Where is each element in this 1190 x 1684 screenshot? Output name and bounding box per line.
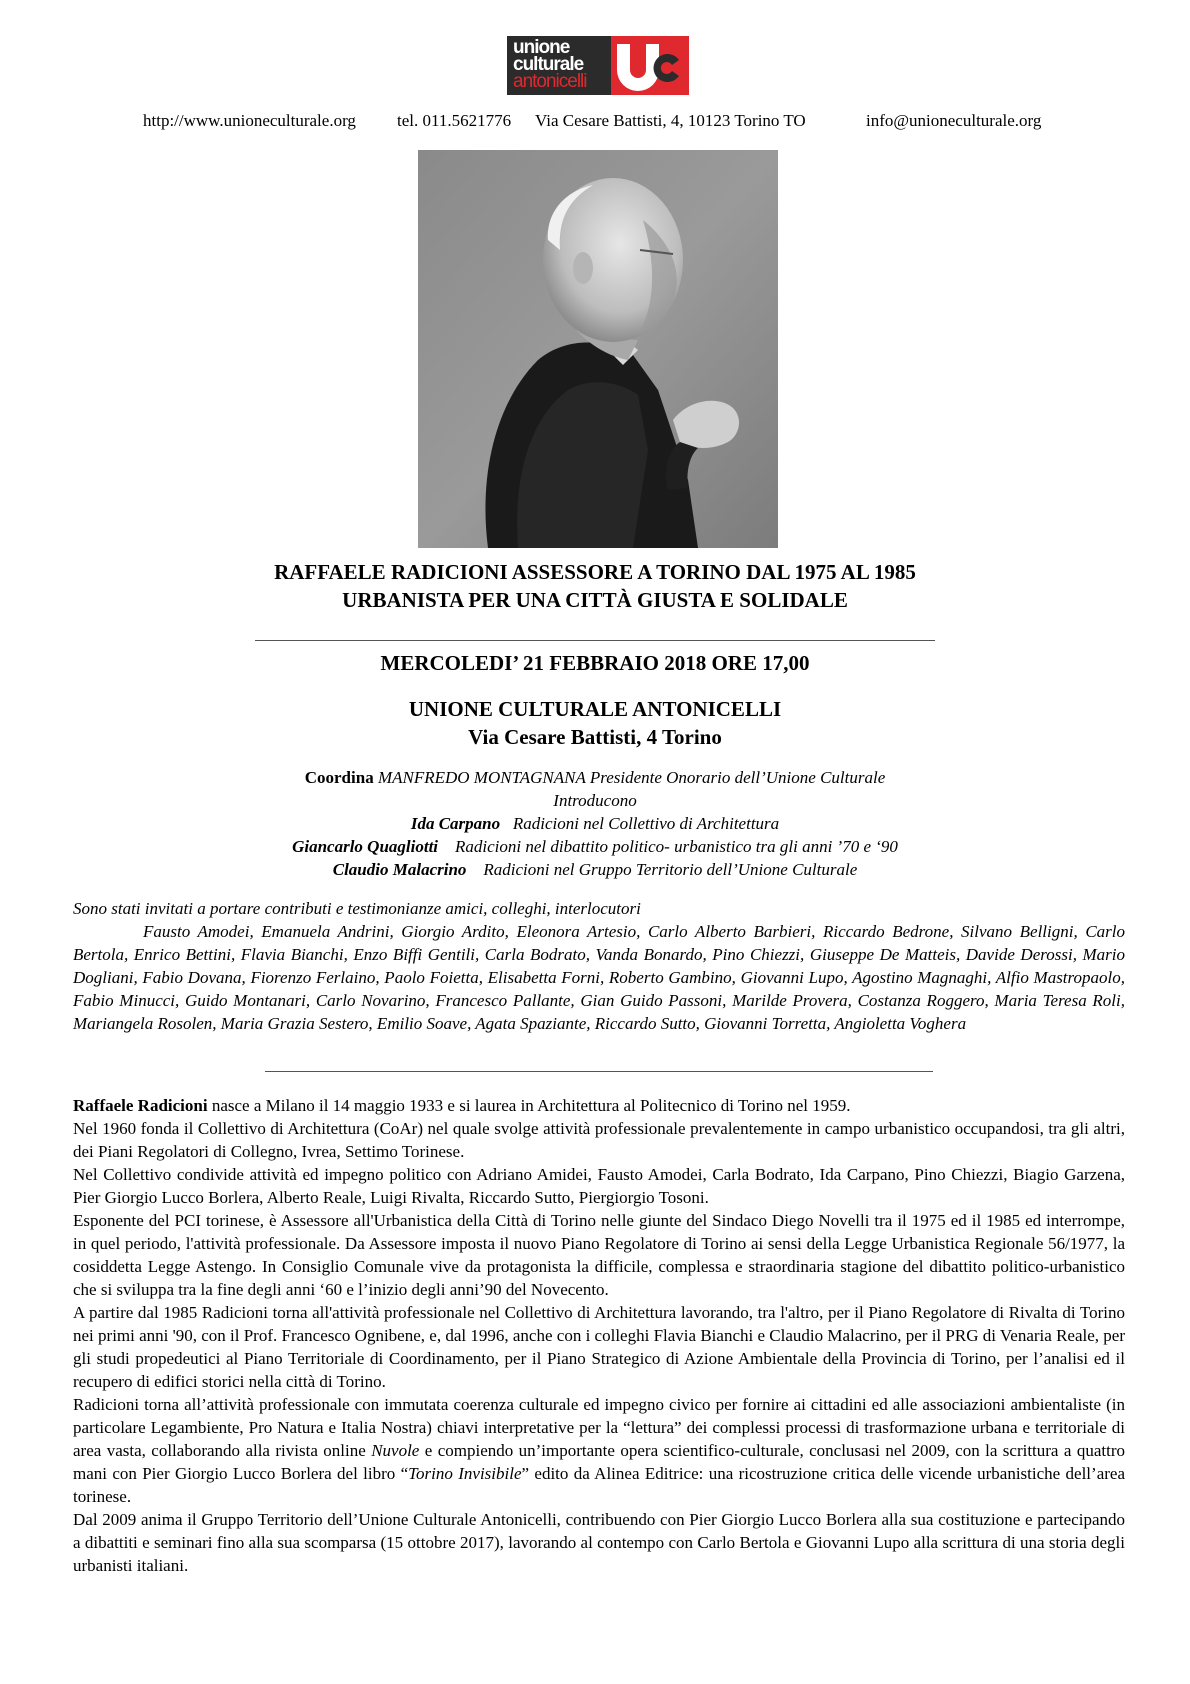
logo-wordmark	[513, 39, 587, 90]
speaker-name: Ida Carpano	[410, 814, 501, 833]
bio-text: nasce a Milano il 14 maggio 1933 e si laurea in Architettura al Politecnico di Torino nel 1959.	[207, 1096, 851, 1115]
event-title-line-1: RAFFAELE RADICIONI ASSESSORE A TORINO DAL 1975 AL 1985	[274, 560, 916, 584]
bio-paragraph: Dal 2009 anima il Gruppo Territorio dell’Unione Culturale Antonicelli, contribuendo con Pier Giorgio Lucco Borlera alla sua costituzione e partecipando a dibattiti e seminari fino alla sua scomparsa (15 ottobre 2017), lavorando al contempo con Carlo Bertola e Giovanni Lupo alla scrittura di una storia degli urbanisti italiani.	[73, 1510, 1125, 1575]
portrait-photo	[418, 150, 778, 548]
invited-names: Fausto Amodei, Emanuela Andrini, Giorgio Ardito, Eleonora Artesio, Carlo Alberto Barbieri, Riccardo Bedrone, Silvano Belligni, Carlo Bertola, Enrico Bettini, Flavia Bianchi, Enzo Biffi Gentili, Carla Bodrato, Vanda Bonardo, Pino Chiezzi, Giuseppe De Matteis, Davide Derossi, Mario Dogliani, Fabio Dovana, Fiorenzo Ferlaino, Paolo Foietta, Elisabetta Forni, Roberto Gambino, Giovanni Lupo, Agostino Magnaghi, Alfio Mastropaolo, Fabio Minucci, Guido Montanari, Carlo Novarino, Francesco Pallante, Gian Guido Passoni, Marilde Provera, Costanza Roggero, Maria Teresa Roli, Mariangela Rosolen, Maria Grazia Sestero, Emilio Soave, Agata Spaziante, Riccardo Sutto, Giovanni Torretta, Angioletta Voghera	[73, 922, 1125, 1033]
program	[0, 766, 1190, 881]
uc-mark-icon	[611, 36, 689, 95]
speaker-line	[0, 835, 1190, 858]
bio-paragraph: Nel 1960 fonda il Collettivo di Architettura (CoAr) nel quale svolge attività professionale prevalentemente in campo urbanistico occupandosi, tra gli altri, dei Piani Regolatori di Collegno, Ivrea, Settimo Torinese.	[73, 1119, 1125, 1161]
bio-text: ” edito da Alinea Editrice: una ricostruzione critica delle vicende urbanistiche dell’area torinese.	[73, 1464, 1125, 1506]
coordinator-line	[0, 766, 1190, 789]
invited-section	[73, 897, 1125, 1035]
phone-number: tel. 011.5621776	[397, 111, 512, 130]
divider	[265, 1071, 933, 1072]
speaker-topic: Radicioni nel Collettivo di Architettura	[512, 814, 780, 833]
bio-paragraph	[73, 1094, 1125, 1117]
venue-address: Via Cesare Battisti, 4 Torino	[468, 725, 722, 749]
speaker-line	[0, 858, 1190, 881]
speaker-name: Claudio Malacrino	[332, 860, 467, 879]
venue-name: UNIONE CULTURALE ANTONICELLI	[408, 697, 782, 721]
coordinator-role: Presidente Onorario dell’Unione Culturale	[589, 768, 886, 787]
biography	[73, 1094, 1125, 1577]
speaker-topic: Radicioni nel dibattito politico- urbanistico tra gli anni ’70 e ‘90	[455, 837, 898, 856]
divider	[255, 640, 935, 641]
coordinator-name: MANFREDO MONTAGNANA	[377, 768, 586, 787]
logo-line-1: unione	[513, 37, 570, 58]
invited-lead: Sono stati invitati a portare contributi e testimonianze amici, colleghi, interlocutori	[73, 899, 641, 918]
bio-paragraph: Nel Collettivo condivide attività ed impegno politico con Adriano Amidei, Fausto Amodei, Carla Bodrato, Ida Carpano, Pino Chiezzi, Biagio Garzena, Pier Giorgio Lucco Borlera, Alberto Reale, Luigi Rivalta, Riccardo Sutto, Piergiorgio Tosoni.	[73, 1165, 1125, 1207]
address: Via Cesare Battisti, 4, 10123 Torino TO	[535, 111, 806, 130]
coordinator-label: Coordina	[304, 768, 374, 787]
logo	[507, 36, 689, 95]
bio-text: Radicioni torna all’attività professionale con immutata coerenza culturale ed impegno civico per fornire ai cittadini ed alle associazioni ambientaliste (in particolare Legambiente, Pro Natura e Italia Nostra) chiavi interpretative per la “lettura” dei complessi processi di trasformazione urbana e territoriale di area vasta, collaborando alla rivista online	[73, 1395, 1125, 1460]
event-title-line-2: URBANISTA PER UNA CITTÀ GIUSTA E SOLIDALE	[342, 588, 848, 612]
book-title: Torino Invisibile	[408, 1464, 522, 1483]
bio-subject-name: Raffaele Radicioni	[73, 1096, 208, 1115]
bio-paragraph: A partire dal 1985 Radicioni torna all'attività professionale nel Collettivo di Architettura lavorando, tra l'altro, per il Piano Regolatore di Rivalta di Torino nei primi anni '90, con il Prof. Francesco Ognibene, e, dal 1996, anche con i colleghi Flavia Bianchi e Claudio Malacrino, per il PRG di Venaria Reale, per gli studi propedeutici al Piano Territoriale di Coordinamento, per il Piano Strategico di Azione Ambientale della Provincia di Torino, per l’analisi ed il recupero di edifici storici nella città di Torino.	[73, 1303, 1125, 1391]
logo-line-3: antonicelli	[513, 71, 587, 92]
speaker-line	[0, 812, 1190, 835]
logo-line-2: culturale	[513, 54, 584, 75]
speaker-name: Giancarlo Quagliotti	[292, 837, 439, 856]
bio-paragraph	[73, 1393, 1125, 1508]
website-link[interactable]: http://www.unioneculturale.org	[143, 111, 356, 130]
bio-paragraph: Esponente del PCI torinese, è Assessore all'Urbanistica della Città di Torino nelle giunte del Sindaco Diego Novelli tra il 1975 ed il 1985 ed interrompe, in quel periodo, l'attività professionale. Da Assessore imposta il nuovo Piano Regolatore di Torino ai sensi della Legge Urbanistica Regionale 56/1977, la cosiddetta Legge Astengo. In Consiglio Comunale vive da protagonista la difficile, complessa e straordinaria stagione del dibattito politico-urbanistico che si sviluppa tra la fine degli anni ‘60 e l’inizio degli anni’90 del Novecento.	[73, 1211, 1125, 1299]
email-link[interactable]: info@unioneculturale.org	[866, 111, 1042, 130]
event-date: MERCOLEDI’ 21 FEBBRAIO 2018 ORE 17,00	[380, 651, 810, 675]
intro-label: Introducono	[553, 791, 637, 810]
journal-title: Nuvole	[371, 1441, 420, 1460]
speaker-topic: Radicioni nel Gruppo Territorio dell’Unione Culturale	[483, 860, 858, 879]
bio-text: e compiendo un’importante opera scientifico-culturale, conclusasi nel 2009, con la scrittura a quattro mani con Pier Giorgio Lucco Borlera del libro “	[73, 1441, 1125, 1483]
event-venue	[0, 695, 1190, 751]
event-title	[0, 558, 1190, 614]
